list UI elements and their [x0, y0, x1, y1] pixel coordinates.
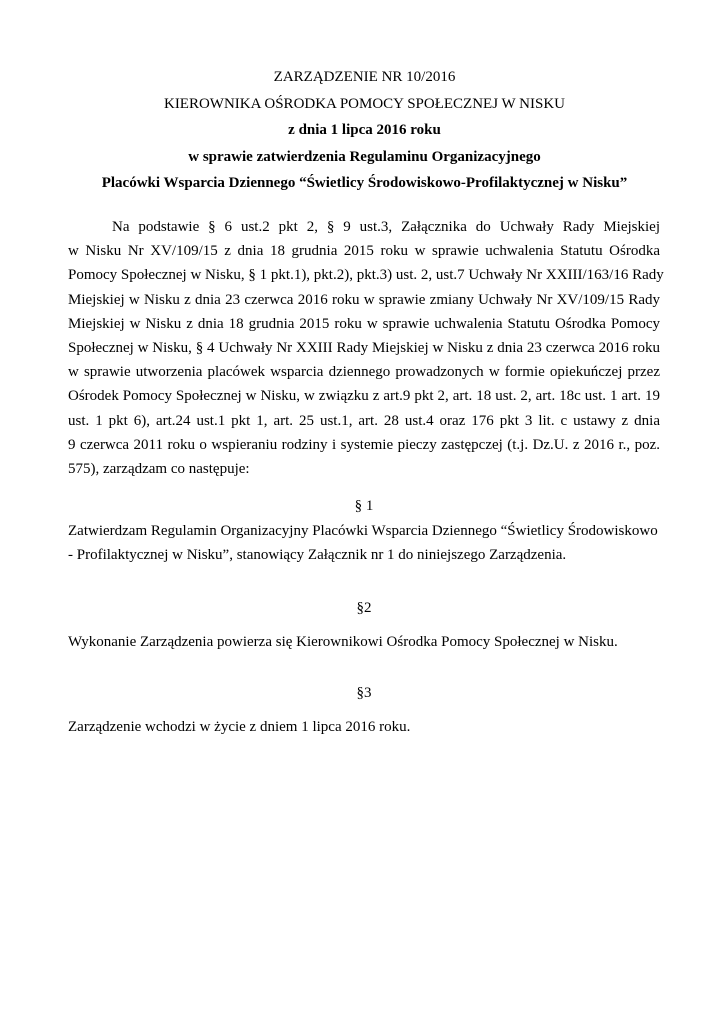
- section-line: Zatwierdzam Regulamin Organizacyjny Placówki Wsparcia Dziennego “Świetlicy Środowiskowo: [68, 523, 658, 539]
- legal-basis-paragraph: [68, 215, 664, 481]
- section-3-text: [68, 715, 668, 739]
- section-line: Zarządzenie wchodzi w życie z dniem 1 lipca 2016 roku.: [68, 719, 411, 735]
- issuer: KIEROWNIKA OŚRODKA POMOCY SPOŁECZNEJ W NISKU: [163, 95, 565, 112]
- section-1-mark: § 1: [354, 498, 374, 514]
- paragraph-line: 9 czerwca 2011 roku o wspieraniu rodziny i systemie pieczy zastępczej (t.j. Dz.U. z 2016 r., poz.: [68, 436, 660, 453]
- ordinance-subject-line-1: w sprawie zatwierdzenia Regulaminu Organizacyjnego: [188, 148, 541, 165]
- section-2-mark: §2: [356, 600, 372, 616]
- section-1-text: [68, 519, 668, 567]
- paragraph-line: Miejskiej w Nisku z dnia 18 grudnia 2015 roku w sprawie uchwalenia Statutu Ośrodka Pomocy: [68, 315, 660, 332]
- section-3-mark: §3: [356, 685, 372, 701]
- paragraph-line: 575), zarządzam co następuje:: [68, 461, 250, 478]
- ordinance-number: ZARZĄDZENIE NR 10/2016: [273, 69, 456, 85]
- paragraph-line: Na podstawie § 6 ust.2 pkt 2, § 9 ust.3, Załącznika do Uchwały Rady Miejskiej: [112, 219, 660, 235]
- paragraph-line: Pomocy Społecznej w Nisku, § 1 pkt.1), pkt.2), pkt.3) ust. 2, ust.7 Uchwały Nr XXIII/163/16 Rady: [68, 267, 664, 284]
- paragraph-line: Społecznej w Nisku, § 4 Uchwały Nr XXIII Rady Miejskiej w Nisku z dnia 23 czerwca 2016 roku: [68, 340, 660, 357]
- ordinance-subject-line-2: Placówki Wsparcia Dziennego “Świetlicy Środowiskowo-Profilaktycznej w Nisku”: [101, 175, 628, 191]
- paragraph-line: w sprawie utworzenia placówek wsparcia dziennego prowadzonych w formie opiekuńczej przez: [68, 364, 660, 381]
- paragraph-line: ust. 1 pkt 6), art.24 ust.1 pkt 1, art. 25 ust.1, art. 28 ust.4 oraz 176 pkt 3 lit. c ustawy z dnia: [68, 412, 660, 429]
- ordinance-date: z dnia 1 lipca 2016 roku: [288, 122, 441, 138]
- section-2-text: [68, 630, 668, 654]
- paragraph-line: w Nisku Nr XV/109/15 z dnia 18 grudnia 2015 roku w sprawie uchwalenia Statutu Ośrodka: [68, 243, 660, 260]
- paragraph-line: Ośrodek Pomocy Społecznej w Nisku, w związku z art.9 pkt 2, art. 18 ust. 2, art. 18c ust. 1 art. 19: [68, 388, 660, 405]
- document-header: [60, 64, 669, 197]
- section-line: - Profilaktycznej w Nisku”, stanowiący Załącznik nr 1 do niniejszego Zarządzenia.: [68, 547, 567, 564]
- section-line: Wykonanie Zarządzenia powierza się Kierownikowi Ośrodka Pomocy Społecznej w Nisku.: [68, 634, 618, 650]
- paragraph-line: Miejskiej w Nisku z dnia 23 czerwca 2016 roku w sprawie zmiany Uchwały Nr XV/109/15 Rady: [68, 291, 660, 308]
